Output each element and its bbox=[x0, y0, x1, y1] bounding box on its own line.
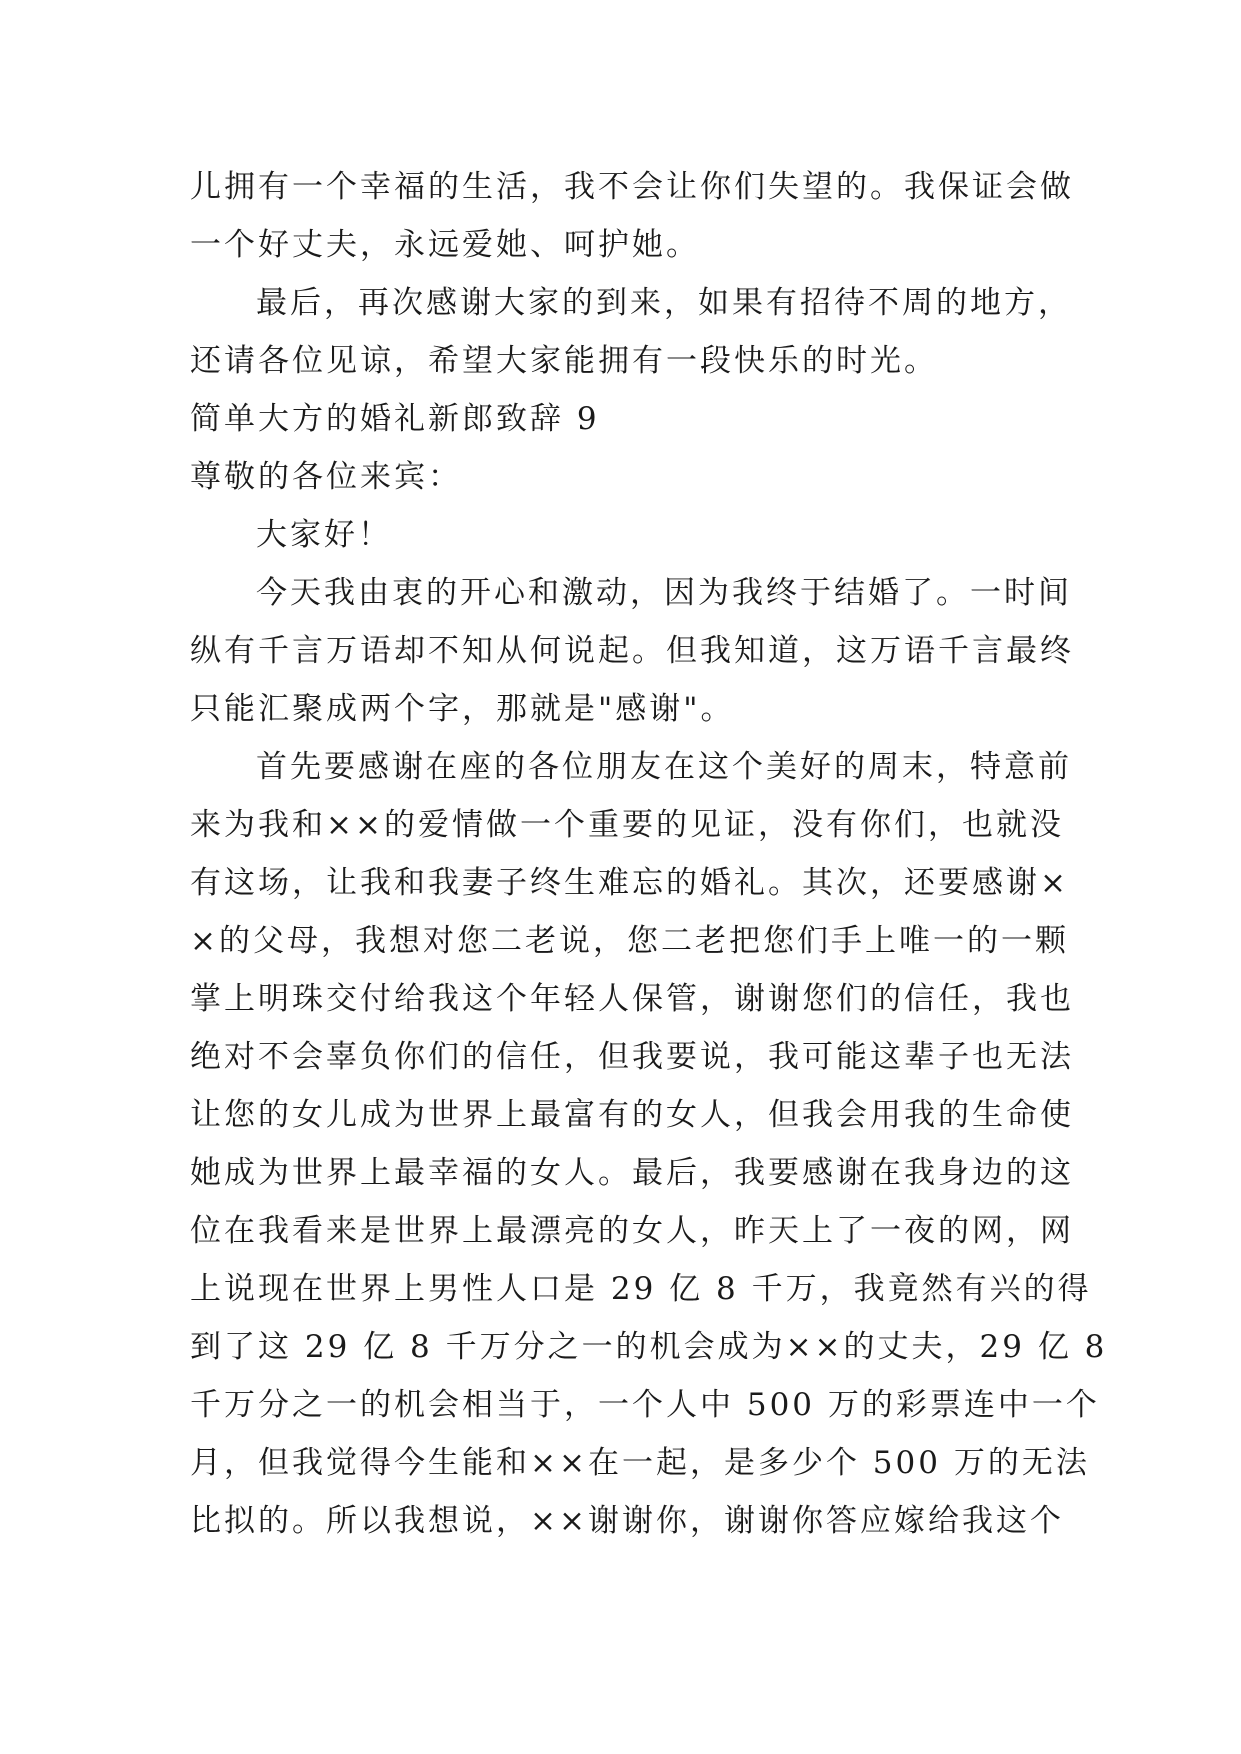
text-line: 上说现在世界上男性人口是 29 亿 8 千万，我竟然有兴的得 bbox=[190, 1271, 1092, 1307]
text-line: 掌上明珠交付给我这个年轻人保管，谢谢您们的信任，我也 bbox=[190, 981, 1074, 1017]
document-body bbox=[190, 158, 1108, 1550]
text-line: 只能汇聚成两个字，那就是"感谢"。 bbox=[190, 691, 735, 727]
text-line: 她成为世界上最幸福的女人。最后，我要感谢在我身边的这 bbox=[190, 1155, 1074, 1191]
text-line: 位在我看来是世界上最漂亮的女人，昨天上了一夜的网，网 bbox=[190, 1213, 1074, 1249]
text-line: 首先要感谢在座的各位朋友在这个美好的周末，特意前 bbox=[256, 749, 1072, 785]
text-line: 最后，再次感谢大家的到来，如果有招待不周的地方， bbox=[256, 285, 1072, 321]
text-line: 绝对不会辜负你们的信任，但我要说，我可能这辈子也无法 bbox=[190, 1039, 1074, 1075]
text-line: 来为我和××的爱情做一个重要的见证，没有你们，也就没 bbox=[190, 807, 1064, 843]
text-line: 有这场，让我和我妻子终生难忘的婚礼。其次，还要感谢× bbox=[190, 865, 1069, 901]
text-line: 今天我由衷的开心和激动，因为我终于结婚了。一时间 bbox=[256, 575, 1072, 611]
salutation: 尊敬的各位来宾： bbox=[190, 459, 462, 495]
text-line: 还请各位见谅，希望大家能拥有一段快乐的时光。 bbox=[190, 343, 938, 379]
text-line: 到了这 29 亿 8 千万分之一的机会成为××的丈夫，29 亿 8 bbox=[190, 1329, 1108, 1365]
text-line: 一个好丈夫，永远爱她、呵护她。 bbox=[190, 227, 700, 263]
text-line: 比拟的。所以我想说，××谢谢你，谢谢你答应嫁给我这个 bbox=[190, 1503, 1064, 1539]
greeting: 大家好！ bbox=[256, 517, 392, 553]
text-line: ×的父母，我想对您二老说，您二老把您们手上唯一的一颗 bbox=[190, 923, 1069, 959]
text-line: 儿拥有一个幸福的生活，我不会让你们失望的。我保证会做 bbox=[190, 169, 1074, 205]
text-line: 让您的女儿成为世界上最富有的女人，但我会用我的生命使 bbox=[190, 1097, 1074, 1133]
text-line: 纵有千言万语却不知从何说起。但我知道，这万语千言最终 bbox=[190, 633, 1074, 669]
section-heading: 简单大方的婚礼新郎致辞 9 bbox=[190, 401, 600, 437]
text-line: 千万分之一的机会相当于，一个人中 500 万的彩票连中一个 bbox=[190, 1387, 1100, 1423]
text-line: 月，但我觉得今生能和××在一起，是多少个 500 万的无法 bbox=[190, 1445, 1090, 1481]
